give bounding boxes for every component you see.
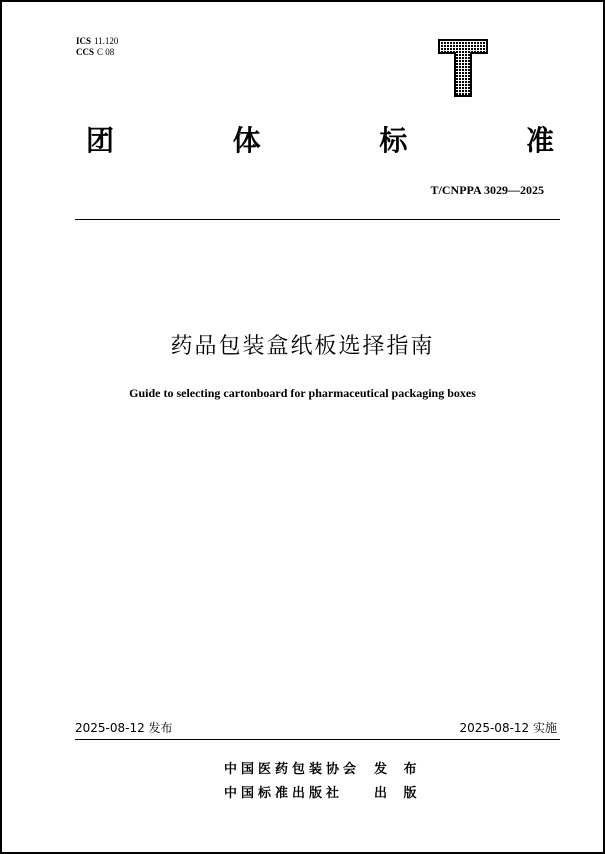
publisher-org: 中国标准出版社: [224, 786, 344, 801]
publisher-row: [224, 758, 423, 777]
heading-char: 团: [86, 124, 115, 157]
ics-code: ICS 11.120: [76, 36, 119, 46]
top-divider: [75, 219, 560, 220]
publisher-action: 发 布: [374, 762, 423, 777]
standard-t-logo: [438, 39, 488, 97]
standard-type-heading: [86, 124, 554, 158]
publisher-row: [224, 782, 423, 801]
ccs-code: CCS C 08: [76, 47, 115, 57]
standard-number: T/CNPPA 3029—2025: [430, 183, 544, 197]
title-english: Guide to selecting cartonboard for pharmaceutical packaging boxes: [129, 386, 476, 400]
heading-char: 准: [525, 124, 554, 157]
classification-codes: [76, 36, 118, 58]
publisher-action: 出 版: [374, 786, 423, 801]
heading-char: 标: [379, 124, 408, 157]
publisher-org: 中国医药包装协会: [224, 762, 361, 777]
implementation-date: 2025-08-12 实施: [459, 721, 557, 735]
title-chinese: 药品包装盒纸板选择指南: [170, 334, 435, 359]
heading-char: 体: [232, 124, 261, 157]
issue-date: 2025-08-12 发布: [75, 721, 173, 735]
bottom-divider: [75, 739, 560, 740]
